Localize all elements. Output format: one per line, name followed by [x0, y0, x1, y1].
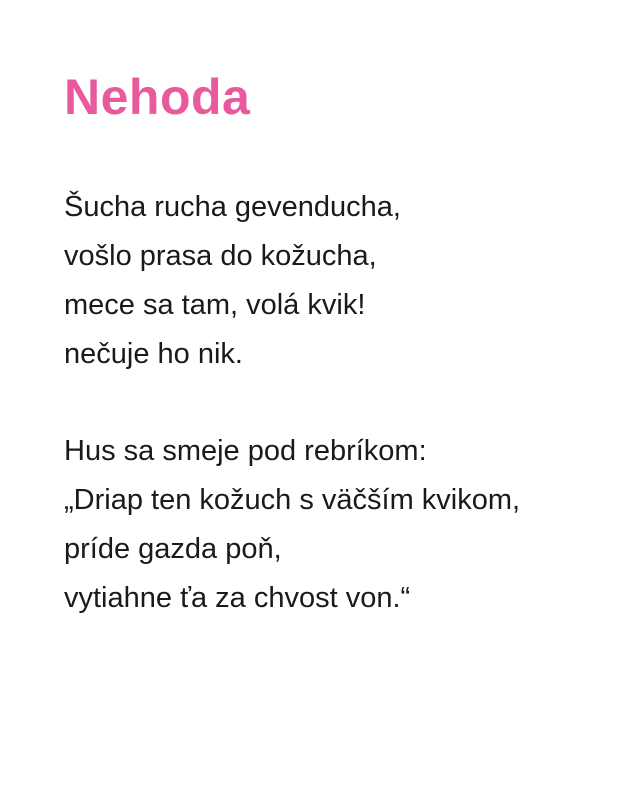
- poem-line: Šucha rucha gevenducha,: [64, 191, 401, 223]
- poem-line: mece sa tam, volá kvik!: [64, 289, 366, 321]
- poem-line: nečuje ho nik.: [64, 338, 243, 370]
- poem-title: Nehoda: [64, 69, 251, 125]
- stanza-2: [64, 427, 520, 623]
- poem-line: Hus sa smeje pod rebríkom:: [64, 435, 427, 467]
- poem-line: vytiahne ťa za chvost von.“: [64, 582, 411, 614]
- poem-line: „Driap ten kožuch s väčším kvikom,: [64, 484, 521, 516]
- poem-line: príde gazda poň,: [64, 533, 282, 565]
- poem-line: vošlo prasa do kožucha,: [64, 240, 377, 272]
- stanza-1: [64, 183, 401, 379]
